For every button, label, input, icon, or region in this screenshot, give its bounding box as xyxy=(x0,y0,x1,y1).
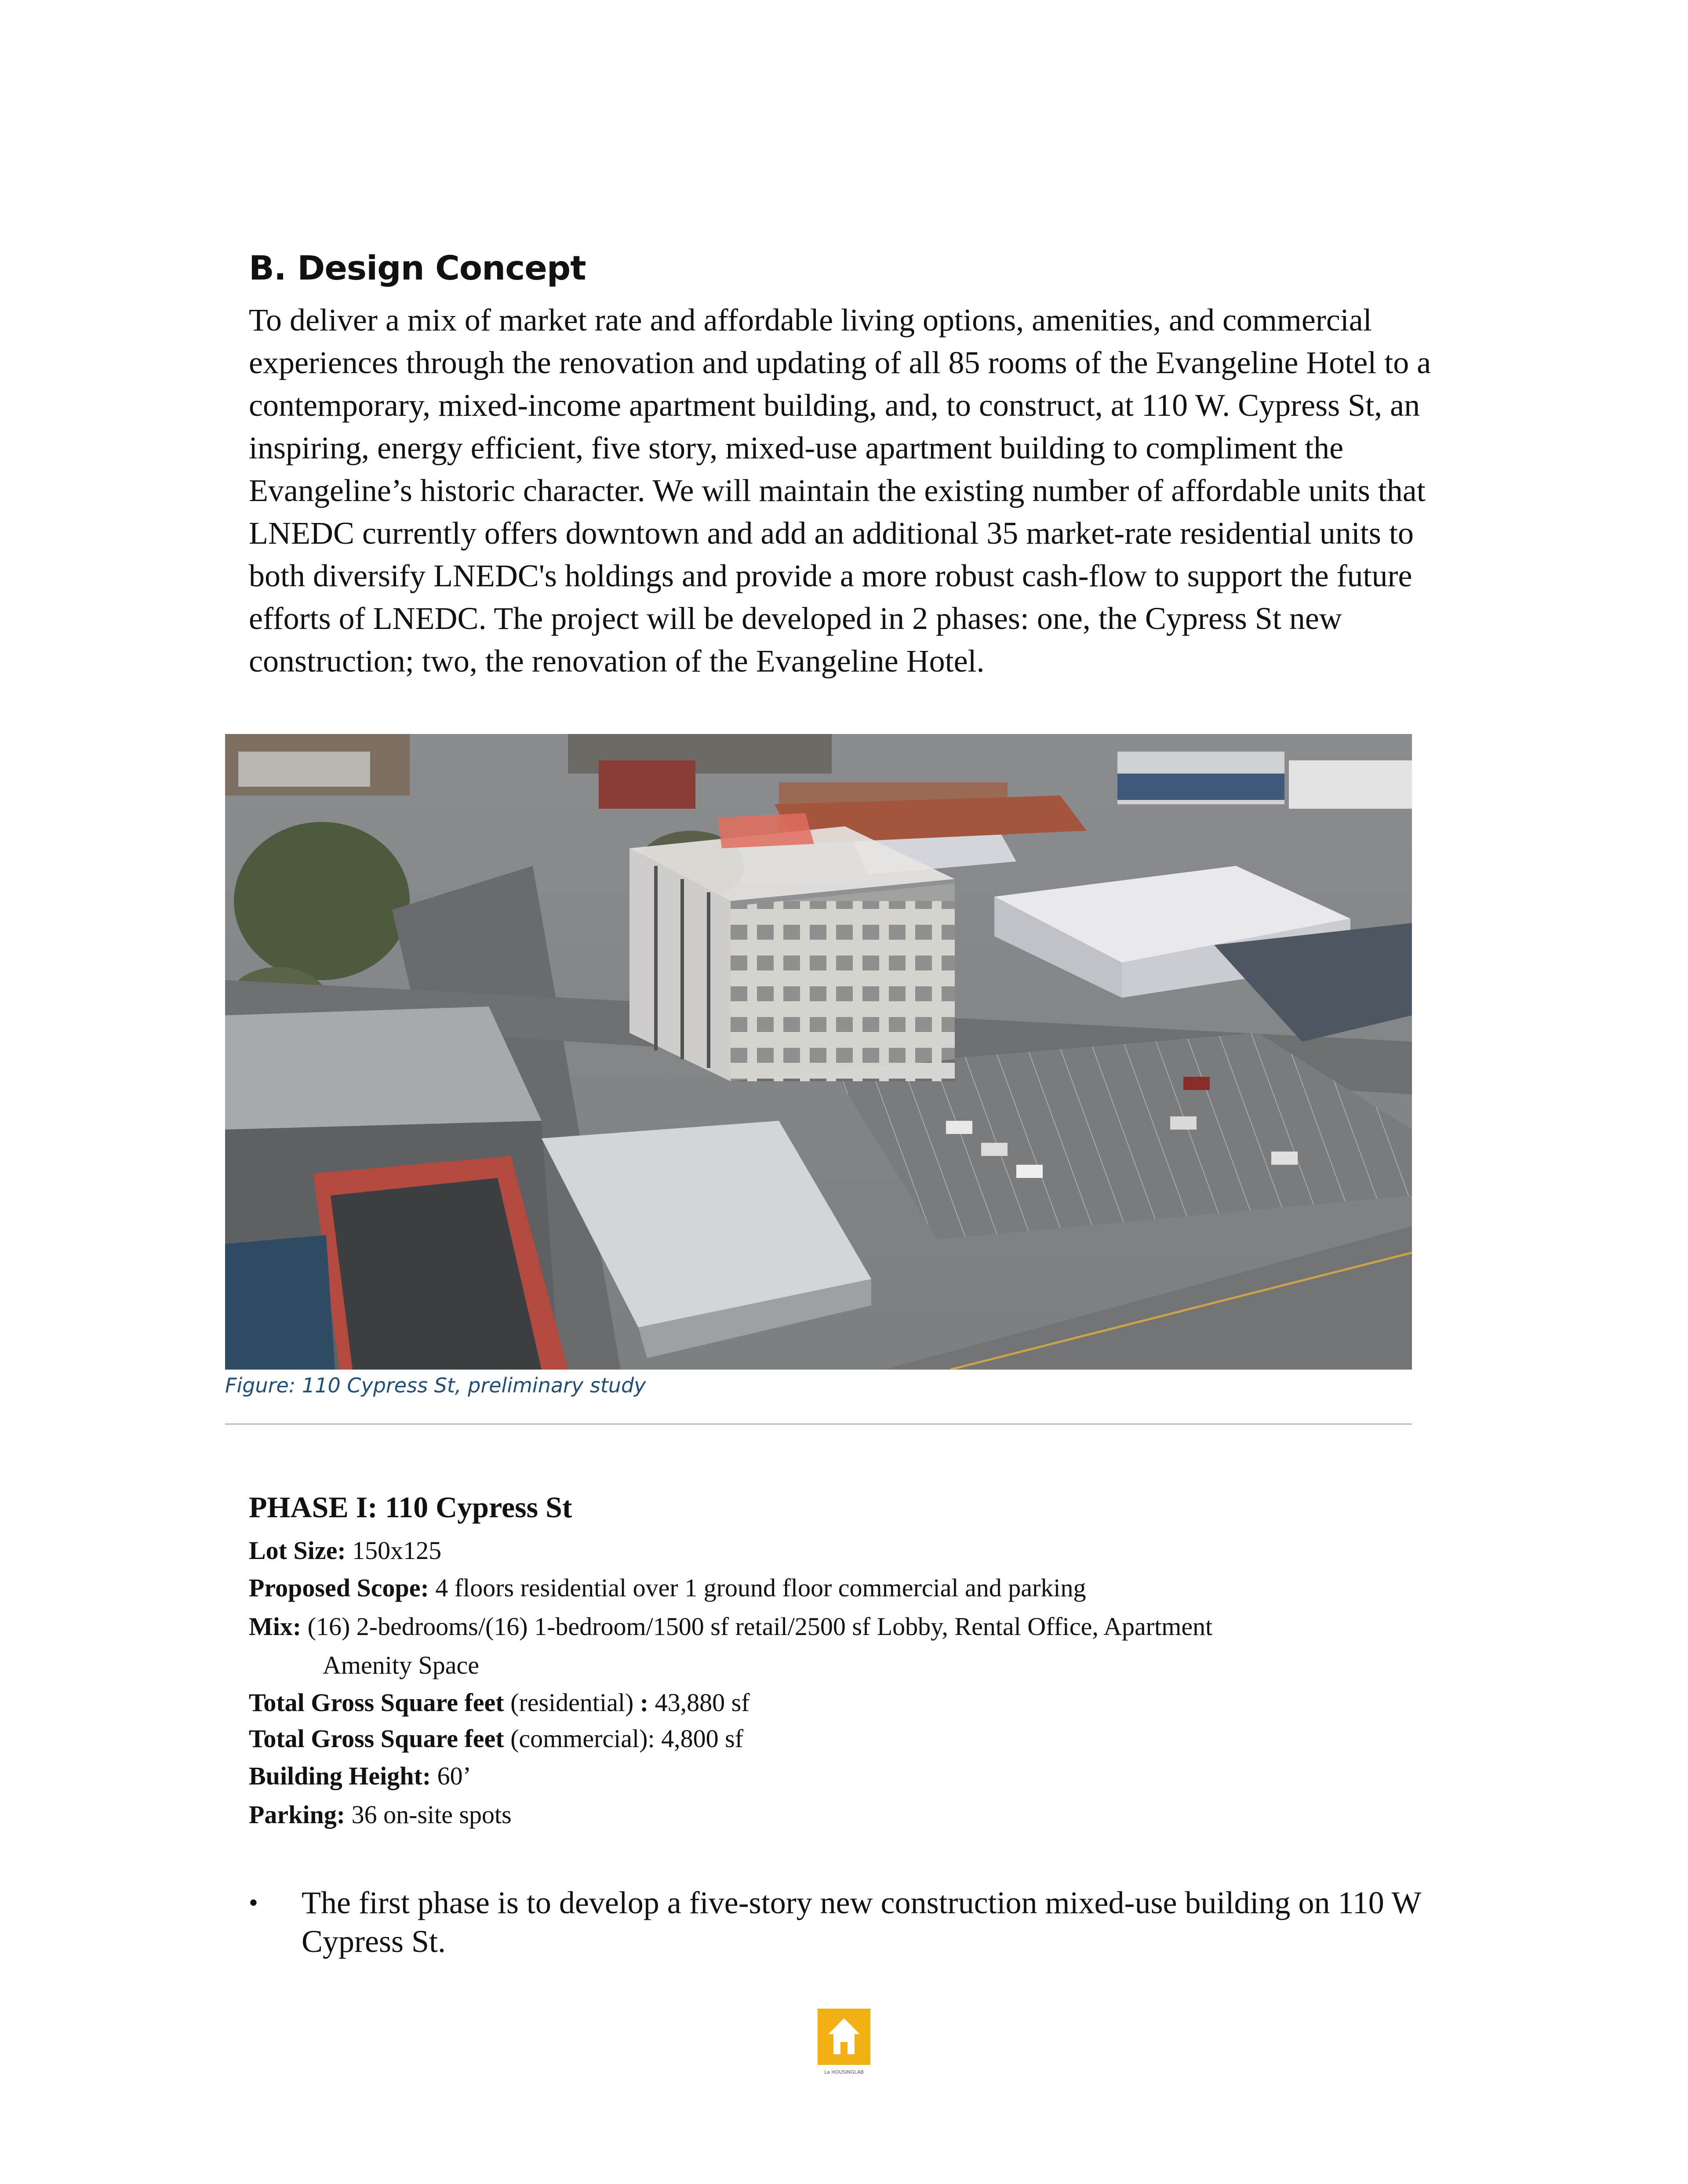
bullet-text: The first phase is to develop a five-story new construction mixed-use building on 110 W Cypress St. xyxy=(302,1885,1421,1959)
building-height-value: 60’ xyxy=(431,1762,471,1790)
lot-size-row xyxy=(249,1533,1480,1569)
building-height-label: Building Height: xyxy=(249,1762,431,1790)
phase-1-section xyxy=(249,1490,1480,1834)
parking-value: 36 on-site spots xyxy=(345,1800,512,1829)
gsf-commercial-label: Total Gross Square feet xyxy=(249,1724,504,1753)
logo-text: La HOUSINGLAB xyxy=(824,2069,864,2075)
gsf-residential-colon: : xyxy=(640,1688,649,1717)
caption-divider xyxy=(225,1423,1412,1425)
proposed-scope-value: 4 floors residential over 1 ground floor commercial and parking xyxy=(429,1573,1086,1602)
parking-row xyxy=(249,1795,1480,1834)
mix-value: (16) 2-bedrooms/(16) 1-bedroom/1500 sf retail/2500 sf Lobby, Rental Office, Apartment xyxy=(301,1612,1213,1641)
gsf-residential-paren: (residential) xyxy=(504,1688,640,1717)
gsf-residential-label: Total Gross Square feet xyxy=(249,1688,504,1717)
lot-size-value: 150x125 xyxy=(346,1536,442,1565)
proposed-scope-row xyxy=(249,1569,1480,1607)
lot-size-label: Lot Size: xyxy=(249,1536,346,1565)
building-height-row xyxy=(249,1757,1480,1795)
mix-row-continued xyxy=(249,1646,1480,1685)
gsf-residential-value: 43,880 sf xyxy=(648,1688,750,1717)
design-concept-paragraph: To deliver a mix of market rate and affordable living options, amenities, and commercial experiences through the renovation and updating of all 85 rooms of the Evangeline Hotel to a contemporary, mixed-income apartment building, and, to construct, at 110 W. Cypress St, an inspiring, energy efficient, five story, mixed-use apartment building to compliment the Evangeline’s historic character. We will maintain the existing number of affordable units that LNEDC currently offers downtown and add an additional 35 market-rate residential units to both diversify LNEDC's holdings and provide a more robust cash-flow to support the future efforts of LNEDC. The project will be developed in 2 phases: one, the Cypress St new construction; two, the renovation of the Evangeline Hotel. xyxy=(249,302,1431,679)
figure-caption: Figure: 110 Cypress St, preliminary study xyxy=(225,1374,646,1397)
housinglab-logo xyxy=(818,2009,870,2079)
bullet-symbol: • xyxy=(249,1888,258,1917)
phase-1-title: PHASE I: 110 Cypress St xyxy=(249,1490,572,1524)
parking-label: Parking: xyxy=(249,1800,346,1829)
aerial-rendering-image xyxy=(225,734,1412,1370)
gsf-commercial-value: (commercial): 4,800 sf xyxy=(504,1724,743,1753)
gsf-residential-row xyxy=(249,1685,1480,1721)
mix-row xyxy=(249,1607,1480,1646)
section-heading: B. Design Concept xyxy=(249,248,586,287)
proposed-scope-label: Proposed Scope: xyxy=(249,1573,429,1602)
mix-label: Mix: xyxy=(249,1612,302,1641)
gsf-commercial-row xyxy=(249,1721,1480,1757)
mix-value-continued: Amenity Space xyxy=(323,1651,479,1679)
